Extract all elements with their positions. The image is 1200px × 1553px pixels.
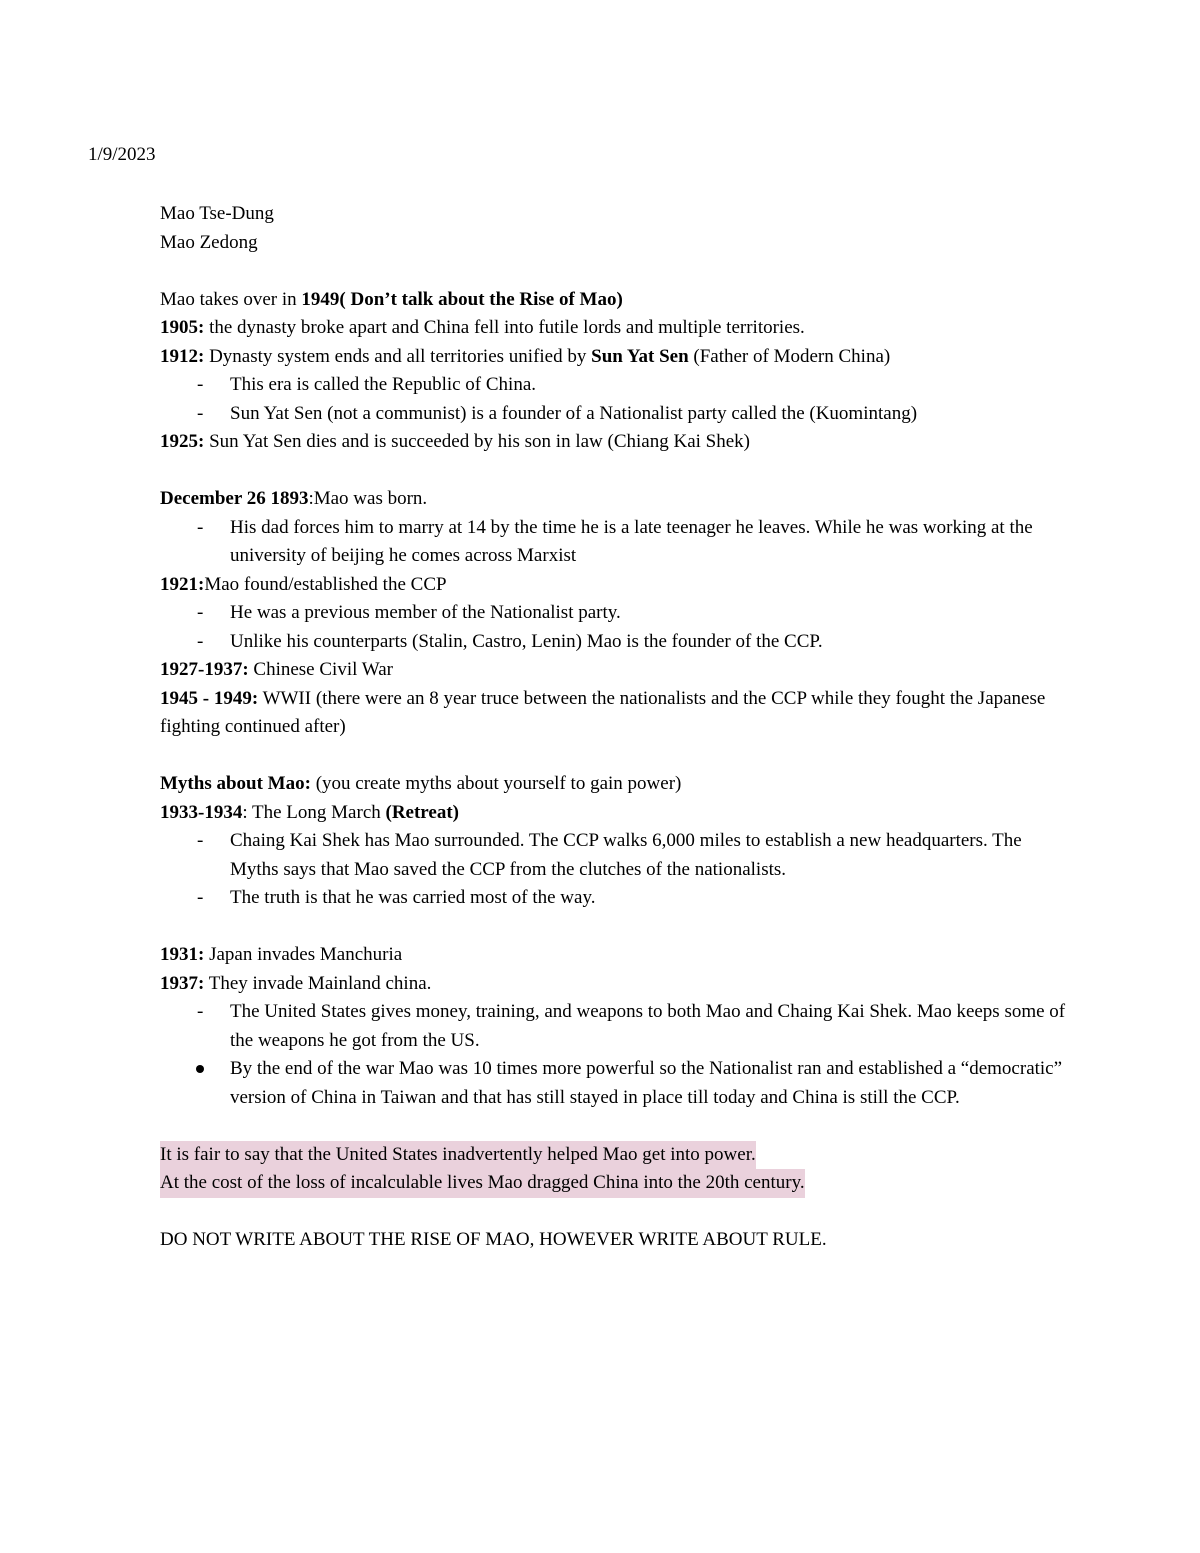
list-item [160, 1055, 1070, 1112]
event-1931-text: Japan invades Manchuria [204, 944, 403, 965]
dash-marker: - [197, 1001, 204, 1022]
list-item-text: Chaing Kai Shek has Mao surrounded. The CCP walks 6,000 miles to establish a new headquarters. The Myths says that Mao saved the CCP from the clutches of the nationalists. [230, 830, 1022, 880]
event-1925-text: Sun Yat Sen dies and is succeeded by his son in law (Chiang Kai Shek) [204, 431, 750, 452]
highlighted-line-1 [160, 1141, 1070, 1170]
list-item-text: The United States gives money, training, and weapons to both Mao and Chaing Kai Shek. Mao keeps some of the weapons he got from the US. [230, 1001, 1066, 1051]
bullet-dot-icon [196, 1065, 204, 1073]
myths-line [160, 770, 1070, 799]
event-1927-text: Chinese Civil War [248, 659, 393, 680]
dash-marker: - [197, 887, 204, 908]
event-1933-text: : The Long March [242, 801, 386, 823]
event-1905 [160, 314, 1070, 343]
intro-bold: 1949( Don’t talk about the Rise of Mao) [301, 288, 623, 310]
dash-marker: - [197, 374, 204, 395]
event-1931 [160, 941, 1070, 970]
list-item [160, 884, 1070, 913]
sun-yat-sen-bold: Sun Yat Sen [591, 345, 689, 367]
list-item-text: His dad forces him to marry at 14 by the time he is a late teenager he leaves. While he was working at the university of beijing he comes across Marxist [230, 516, 1033, 566]
list-item [160, 599, 1070, 628]
notes-body [160, 200, 1070, 1255]
closing-instruction: DO NOT WRITE ABOUT THE RISE OF MAO, HOWEVER WRITE ABOUT RULE. [160, 1229, 827, 1250]
list-item [160, 400, 1070, 429]
born-line [160, 485, 1070, 514]
event-1921-text: Mao found/established the CCP [204, 573, 447, 595]
list-item-text: By the end of the war Mao was 10 times more powerful so the Nationalist ran and established a “democratic” version of China in Taiwan and that has still stayed in place till today and China is still the CCP. [230, 1058, 1063, 1108]
birth-date: December 26 1893 [160, 488, 309, 509]
event-1921 [160, 571, 1070, 600]
list-item [160, 998, 1070, 1055]
name-line-1: Mao Tse-Dung [160, 203, 274, 224]
highlighted-text: It is fair to say that the United States inadvertently helped Mao get into power. [160, 1141, 756, 1170]
dash-marker: - [197, 402, 204, 424]
event-1927 [160, 656, 1070, 685]
intro-line [160, 286, 1070, 315]
dash-marker: - [197, 630, 204, 652]
year-1905: 1905: [160, 317, 205, 338]
year-1927: 1927-1937: [160, 659, 249, 680]
highlighted-line-2 [160, 1169, 1070, 1198]
event-1925 [160, 428, 1070, 457]
list-item-text: Sun Yat Sen (not a communist) is a founder of a Nationalist party called the (Kuomintang) [230, 402, 918, 424]
list-item [160, 371, 1070, 400]
event-1912-text-2: (Father of Modern China) [688, 345, 891, 367]
event-1912 [160, 343, 1070, 372]
year-1921: 1921: [160, 573, 205, 595]
list-item-text: He was a previous member of the Nationalist party. [230, 602, 621, 623]
year-1937: 1937: [160, 972, 205, 994]
year-1931: 1931: [160, 944, 205, 965]
event-1933 [160, 799, 1070, 828]
list-item-text: Unlike his counterparts (Stalin, Castro, Lenin) Mao is the founder of the CCP. [230, 630, 823, 652]
name-line-2: Mao Zedong [160, 231, 258, 253]
dash-marker: - [197, 602, 204, 623]
dash-marker: - [197, 516, 204, 538]
year-1945: 1945 - 1949: [160, 687, 259, 709]
list-item-text: This era is called the Republic of China. [230, 374, 537, 395]
list-item [160, 628, 1070, 657]
list-item [160, 514, 1070, 571]
intro-prefix: Mao takes over in [160, 288, 302, 310]
document-date: 1/9/2023 [88, 144, 156, 165]
year-1925: 1925: [160, 431, 205, 452]
list-item [160, 827, 1070, 884]
born-text: :Mao was born. [308, 488, 428, 509]
highlighted-text: At the cost of the loss of incalculable lives Mao dragged China into the 20th century. [160, 1169, 805, 1198]
event-1912-text-1: Dynasty system ends and all territories unified by [204, 345, 592, 367]
year-1912: 1912: [160, 345, 205, 367]
event-1945-text: WWII (there were an 8 year truce between the nationalists and the CCP while they fought the Japanese fighting continued after) [160, 687, 1046, 737]
myths-text: (you create myths about yourself to gain power) [310, 773, 682, 794]
myths-heading: Myths about Mao: [160, 773, 311, 794]
list-item-text: The truth is that he was carried most of the way. [230, 887, 596, 908]
event-1937-text: They invade Mainland china. [204, 972, 432, 994]
event-1937 [160, 970, 1070, 999]
event-1945 [160, 685, 1070, 742]
dash-marker: - [197, 830, 204, 851]
event-1905-text: the dynasty broke apart and China fell into futile lords and multiple territories. [204, 317, 805, 338]
year-1933: 1933-1934 [160, 801, 243, 823]
retreat-bold: (Retreat) [385, 801, 459, 823]
